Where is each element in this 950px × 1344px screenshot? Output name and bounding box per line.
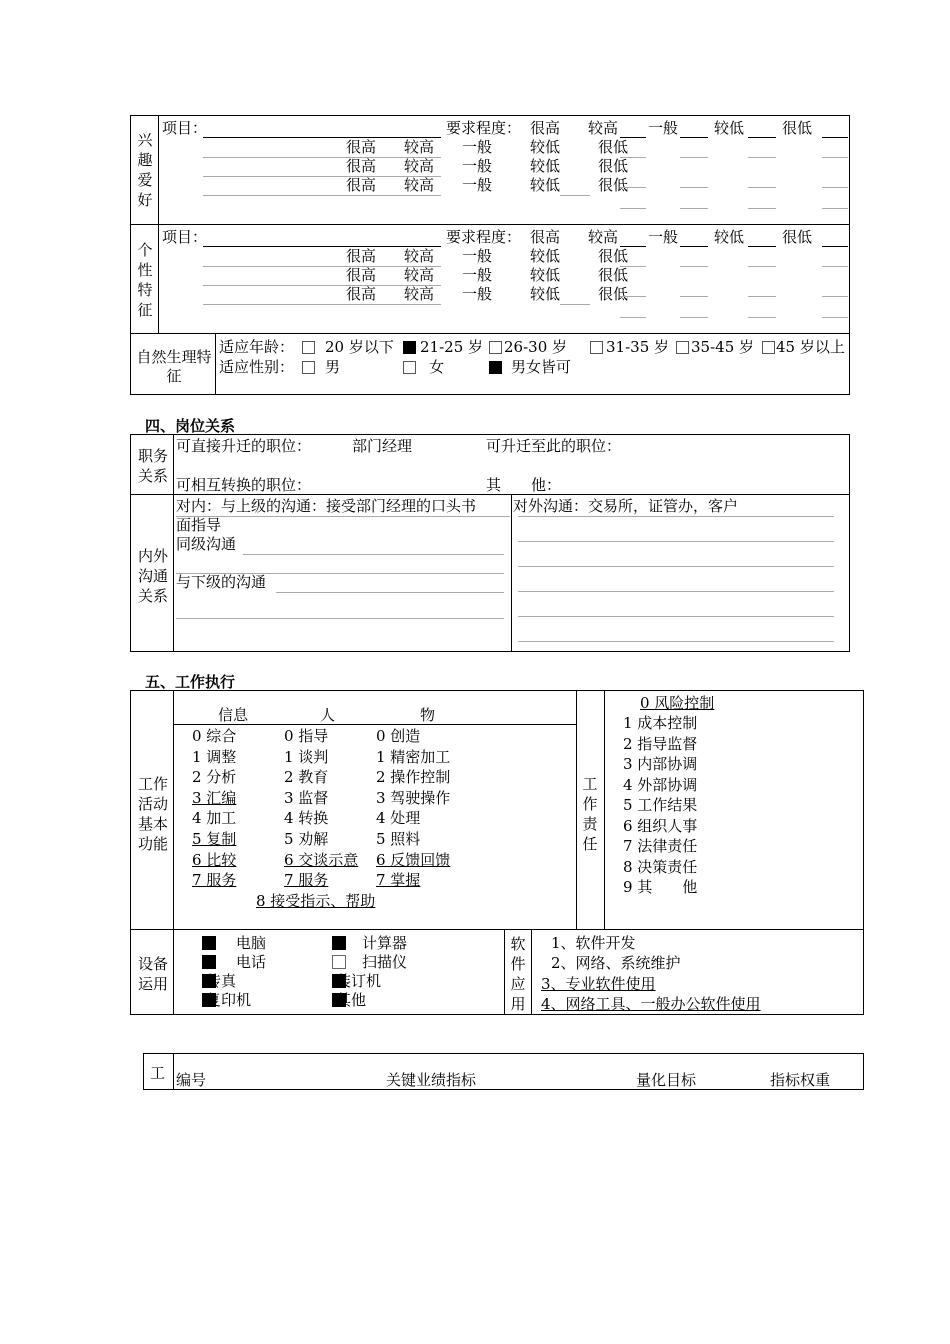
interest-level: 较低 — [714, 119, 745, 137]
equip-label: 其他 — [336, 991, 367, 1009]
fill-line — [518, 566, 834, 567]
equip-label: 电话 — [236, 953, 267, 971]
checkbox[interactable] — [489, 341, 502, 354]
personality-level: 很低 — [598, 266, 629, 284]
personality-level: 较高 — [404, 285, 435, 303]
resp-item: 7 法律责任 — [623, 837, 698, 855]
other-label: 其 他： — [486, 476, 562, 494]
people-item-selected: 7 服务 — [284, 871, 329, 889]
interest-level: 较高 — [588, 119, 619, 137]
things-item: 1 精密加工 — [376, 748, 451, 766]
resp-item: 4 外部协调 — [623, 776, 698, 794]
age-label: 适应年龄： — [219, 338, 295, 356]
interest-level: 较低 — [530, 157, 561, 175]
fill-line — [822, 296, 848, 297]
people-item: 5 劝解 — [284, 830, 329, 848]
personality-level: 较低 — [530, 285, 561, 303]
interest-level: 一般 — [462, 176, 493, 194]
equip-option[interactable] — [202, 953, 266, 971]
fill-line — [203, 195, 441, 196]
interest-level: 很高 — [346, 138, 377, 156]
personality-level: 较低 — [714, 228, 745, 246]
checkbox[interactable] — [403, 361, 416, 374]
sub-comm-label: 与下级的沟通 — [176, 573, 267, 591]
fill-line — [518, 591, 834, 592]
age-option-label: 26-30 岁 — [504, 338, 568, 356]
things-item-selected: 6 反馈回馈 — [376, 851, 451, 869]
equip-label: 复印机 — [206, 991, 252, 1009]
interest-level: 一般 — [648, 119, 679, 137]
fill-line — [276, 592, 504, 593]
equipment-title: 设备运用 — [137, 955, 168, 993]
gender-option-label: 男女皆可 — [511, 358, 572, 376]
info-item: 1 调整 — [192, 748, 237, 766]
promote-value: 部门经理 — [352, 437, 413, 455]
info-item-selected: 3 汇编 — [192, 789, 237, 807]
interest-level: 较低 — [530, 176, 561, 194]
personality-level: 很低 — [782, 228, 813, 246]
checkbox[interactable] — [332, 955, 346, 969]
responsibility-title: 工作责任 — [582, 775, 598, 853]
header-divider — [173, 724, 576, 725]
extra-item-selected: 8 接受指示、帮助 — [256, 892, 376, 910]
equip-label: 装订机 — [336, 972, 382, 990]
fill-line — [518, 516, 834, 517]
fill-line — [620, 266, 646, 267]
section4-heading: 四、岗位关系 — [145, 417, 236, 435]
interest-level: 一般 — [462, 157, 493, 175]
info-item-selected: 7 服务 — [192, 871, 237, 889]
things-item: 2 操作控制 — [376, 768, 451, 786]
swap-label: 可相互转换的职位： — [176, 476, 312, 494]
col-divider — [511, 494, 512, 652]
resp-item: 9 其 他 — [623, 878, 698, 896]
fill-line — [560, 195, 590, 196]
col-divider — [504, 929, 505, 1015]
equip-option[interactable] — [202, 934, 266, 952]
duty-title: 职务关系 — [137, 447, 168, 485]
physio-title: 自然生理特 征 — [136, 348, 227, 385]
fill-line — [203, 285, 441, 286]
fill-line — [176, 618, 504, 619]
info-item: 0 综合 — [192, 727, 237, 745]
row-divider — [130, 494, 850, 495]
age-option-label: 20 岁以下 — [325, 338, 394, 356]
kpi-header-indicator: 关键业绩指标 — [386, 1071, 477, 1089]
outer-comm-text: 对外沟通：交易所，证管办，客户 — [513, 497, 739, 515]
things-item: 0 创造 — [376, 727, 421, 745]
resp-item: 1 成本控制 — [623, 714, 698, 732]
fill-line — [518, 641, 834, 642]
info-item-selected: 6 比较 — [192, 851, 237, 869]
row-divider — [130, 929, 864, 930]
section5-heading: 五、工作执行 — [145, 673, 236, 691]
fill-line — [748, 317, 776, 318]
fill-line — [748, 266, 776, 267]
age-option[interactable] — [302, 338, 394, 356]
fill-line — [822, 137, 848, 138]
resp-item: 5 工作结果 — [623, 796, 698, 814]
fill-line — [748, 208, 776, 209]
checkbox-checked[interactable] — [403, 341, 416, 354]
kpi-header-id: 编号 — [176, 1071, 207, 1089]
function-title: 工作活动基本功能 — [137, 775, 168, 853]
kpi-header-target: 量化目标 — [636, 1071, 697, 1089]
fill-line — [680, 137, 708, 138]
inner-comm-text: 对内：与上级的沟通：接受部门经理的口头书 — [176, 497, 477, 515]
interest-title: 兴趣爱好 — [137, 131, 153, 209]
fill-line — [748, 296, 776, 297]
gender-option[interactable] — [403, 358, 444, 376]
equip-option[interactable] — [202, 972, 236, 990]
age-option-label: 35-45 岁 — [691, 338, 755, 356]
software-item: 2、网络、系统维护 — [551, 954, 681, 972]
col-divider — [173, 1053, 174, 1090]
fill-line — [748, 187, 776, 188]
checkbox[interactable] — [676, 341, 689, 354]
fill-line — [680, 187, 708, 188]
gender-option-label: 女 — [429, 358, 445, 376]
interest-level: 很低 — [598, 138, 629, 156]
comm-title: 内外沟通关系 — [137, 547, 168, 605]
equip-option[interactable] — [202, 991, 251, 1009]
personality-level: 一般 — [648, 228, 679, 246]
equip-option[interactable] — [332, 953, 407, 971]
from-label: 可升迁至此的职位： — [486, 437, 622, 455]
personality-level: 较高 — [588, 228, 619, 246]
checkbox[interactable] — [590, 341, 603, 354]
age-option[interactable] — [489, 338, 567, 356]
resp-item: 8 决策责任 — [623, 858, 698, 876]
checkbox-checked[interactable] — [202, 955, 216, 969]
checkbox-checked[interactable] — [202, 936, 216, 950]
personality-level: 一般 — [462, 247, 493, 265]
software-item: 1、软件开发 — [551, 934, 636, 952]
personality-level: 很高 — [346, 266, 377, 284]
people-item: 4 转换 — [284, 809, 329, 827]
fill-line — [822, 208, 848, 209]
info-item: 2 分析 — [192, 768, 237, 786]
personality-level: 很高 — [530, 228, 561, 246]
gender-label: 适应性别： — [219, 358, 295, 376]
checkbox[interactable] — [302, 341, 315, 354]
software-item-selected: 3、专业软件使用 — [541, 975, 656, 993]
checkbox[interactable] — [762, 341, 775, 354]
peer-comm-label: 同级沟通 — [176, 535, 237, 553]
fill-line — [620, 187, 646, 188]
people-item-selected: 6 交谈示意 — [284, 851, 359, 869]
software-title: 软件应用 — [510, 935, 526, 1013]
age-option[interactable] — [403, 338, 483, 356]
personality-level: 很高 — [346, 247, 377, 265]
fill-line — [822, 157, 848, 158]
equip-option[interactable] — [332, 991, 366, 1009]
gender-option[interactable] — [302, 358, 340, 376]
fill-line — [822, 187, 848, 188]
interest-level: 很高 — [346, 157, 377, 175]
fill-line — [748, 137, 776, 138]
personality-level: 一般 — [462, 266, 493, 284]
fill-line — [560, 304, 590, 305]
kpi-table — [143, 1053, 864, 1090]
personality-level: 很低 — [598, 247, 629, 265]
fill-line — [203, 266, 441, 267]
col-divider — [173, 690, 174, 1015]
personality-req-label: 要求程度： — [446, 228, 522, 246]
age-option[interactable] — [762, 338, 845, 356]
equip-label: 扫描仪 — [362, 953, 408, 971]
age-option-label: 45 岁以上 — [776, 338, 845, 356]
personality-level: 很高 — [346, 285, 377, 303]
age-option-label: 21-25 岁 — [420, 338, 484, 356]
gender-option-label: 男 — [325, 358, 341, 376]
personality-level: 较低 — [530, 247, 561, 265]
col-header-people: 人 — [320, 706, 336, 724]
resp-item-selected: 0 风险控制 — [640, 694, 715, 712]
gender-option[interactable] — [489, 358, 571, 376]
people-item: 1 谈判 — [284, 748, 329, 766]
fill-line — [620, 317, 646, 318]
col-divider — [576, 690, 577, 929]
fill-line — [203, 157, 441, 158]
fill-line — [680, 246, 708, 247]
equip-option[interactable] — [332, 934, 407, 952]
things-item: 3 驾驶操作 — [376, 789, 451, 807]
fill-line — [620, 157, 646, 158]
interest-level: 很高 — [346, 176, 377, 194]
resp-item: 6 组织人事 — [623, 817, 698, 835]
fill-line — [203, 304, 441, 305]
col-divider — [531, 929, 532, 1015]
equip-label: 电脑 — [236, 934, 267, 952]
fill-line — [518, 541, 834, 542]
equip-label: 传真 — [206, 972, 237, 990]
interest-req-label: 要求程度： — [446, 119, 522, 137]
fill-line — [822, 246, 848, 247]
row-divider — [130, 333, 850, 334]
info-item: 4 加工 — [192, 809, 237, 827]
personality-item-label: 项目： — [162, 228, 208, 246]
personality-level: 较高 — [404, 247, 435, 265]
interest-level: 较高 — [404, 176, 435, 194]
fill-line — [680, 208, 708, 209]
things-item: 4 处理 — [376, 809, 421, 827]
age-option[interactable] — [676, 338, 754, 356]
fill-line — [620, 296, 646, 297]
people-item: 2 教育 — [284, 768, 329, 786]
fill-line — [518, 616, 834, 617]
personality-level: 一般 — [462, 285, 493, 303]
resp-item: 3 内部协调 — [623, 755, 698, 773]
equip-label: 计算器 — [362, 934, 408, 952]
fill-line — [680, 296, 708, 297]
interest-level: 很高 — [530, 119, 561, 137]
row-divider — [130, 224, 850, 225]
col-divider — [604, 690, 605, 929]
kpi-side-label: 工 — [150, 1064, 166, 1082]
fill-line — [680, 266, 708, 267]
checkbox-checked[interactable] — [489, 361, 502, 374]
personality-level: 较低 — [530, 266, 561, 284]
software-item-selected: 4、网络工具、一般办公软件使用 — [541, 995, 761, 1013]
fill-line — [748, 246, 776, 247]
interest-level: 很低 — [782, 119, 813, 137]
equip-option[interactable] — [332, 972, 381, 990]
interest-item-label: 项目： — [162, 119, 208, 137]
interest-level: 一般 — [462, 138, 493, 156]
fill-line — [748, 157, 776, 158]
personality-level: 很低 — [598, 285, 629, 303]
checkbox[interactable] — [302, 361, 315, 374]
personality-level: 较高 — [404, 266, 435, 284]
kpi-header-weight: 指标权重 — [770, 1071, 831, 1089]
people-item: 3 监督 — [284, 789, 329, 807]
personality-title: 个性特征 — [137, 241, 153, 319]
age-option-label: 31-35 岁 — [606, 338, 670, 356]
interest-level: 很低 — [598, 157, 629, 175]
col-header-things: 物 — [420, 706, 436, 724]
fill-line — [822, 317, 848, 318]
fill-line — [243, 554, 504, 555]
promote-label: 可直接升迁的职位： — [176, 437, 312, 455]
fill-line — [176, 516, 510, 517]
interest-level: 较高 — [404, 157, 435, 175]
people-item: 0 指导 — [284, 727, 329, 745]
fill-line — [680, 317, 708, 318]
fill-line — [680, 157, 708, 158]
inner-comm-text-cont: 面指导 — [176, 516, 222, 534]
interest-level: 较低 — [530, 138, 561, 156]
fill-line — [620, 208, 646, 209]
col-header-info: 信息 — [218, 706, 249, 724]
fill-line — [203, 176, 441, 177]
fill-line — [822, 266, 848, 267]
resp-item: 2 指导监督 — [623, 735, 698, 753]
things-item-selected: 7 掌握 — [376, 871, 421, 889]
things-item: 5 照料 — [376, 830, 421, 848]
interest-level: 很低 — [598, 176, 629, 194]
interest-level: 较高 — [404, 138, 435, 156]
age-option[interactable] — [590, 338, 669, 356]
info-item-selected: 5 复制 — [192, 830, 237, 848]
position-table — [130, 434, 850, 652]
checkbox-checked[interactable] — [332, 936, 346, 950]
col-divider — [173, 434, 174, 652]
